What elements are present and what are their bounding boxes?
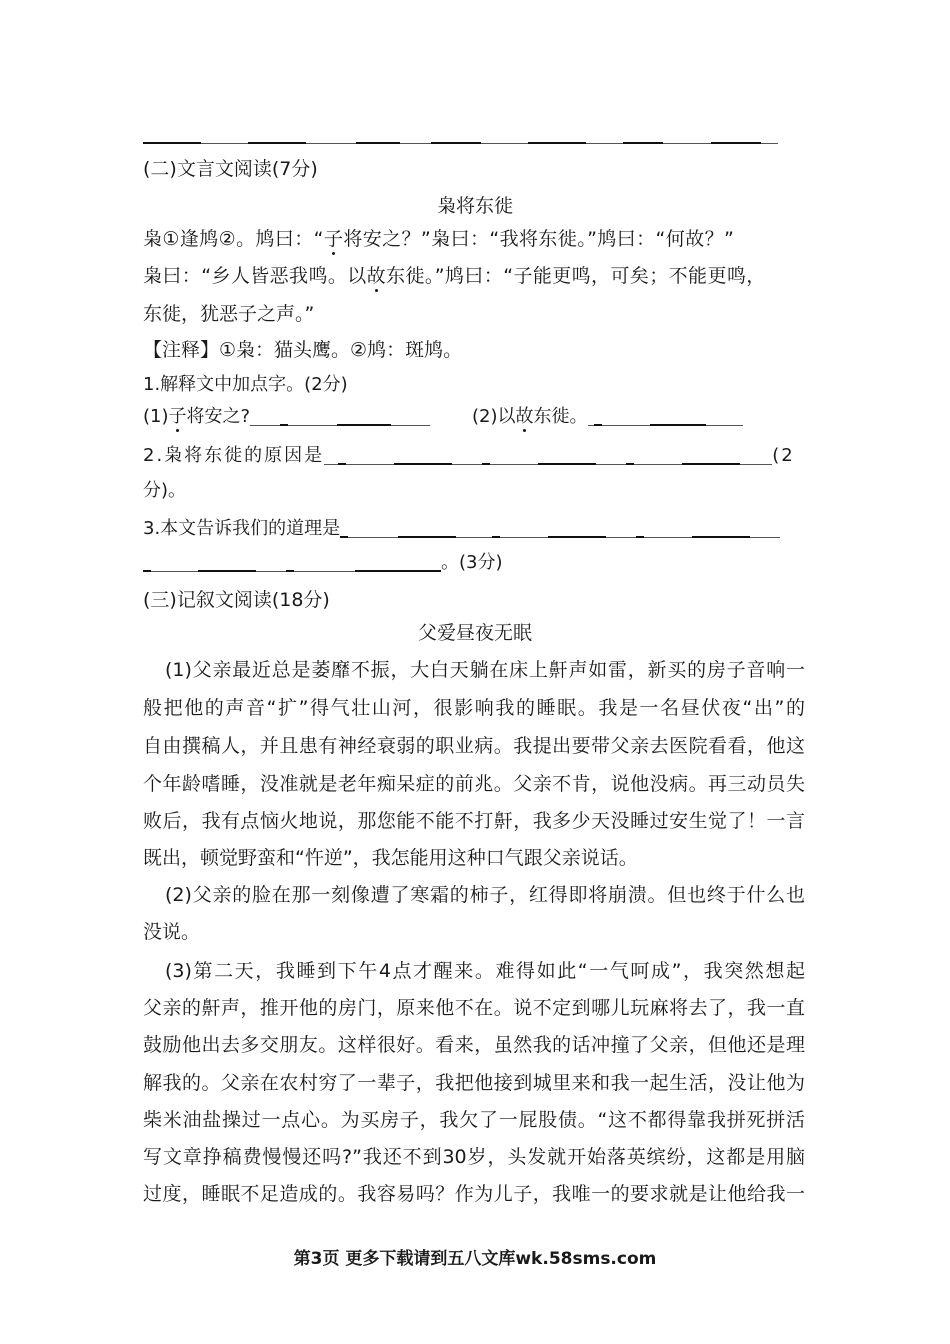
answer-line-top [143,143,778,144]
section2-title: 枭将东徙 [436,195,513,217]
paragraph-line: (3)第二天，我睡到下午4点才醒来。难得如此“一气呵成”，我突然想起 [165,960,805,982]
answer-blank-1b[interactable] [588,409,743,426]
section3-title: 父爱昼夜无眠 [417,622,532,644]
answer-blank-3a[interactable] [340,521,780,538]
paragraph-line: 既出，顿觉野蛮和“忤逆”，我怎能用这种口气跟父亲说话。 [143,847,638,869]
dotted-char: 故 [366,265,387,287]
question-3: 3.本文告诉我们的道理是 [143,520,780,538]
question-1a: (1)子将安之? [143,408,430,426]
paragraph-line: (2)父亲的脸在那一刻像遭了寒霜的柿子，红得即将崩溃。但也终于什么也 [165,884,805,906]
dotted-char: 子 [168,406,187,427]
question-1b: (2)以故东徙。 [472,408,743,426]
paragraph-line: 自由撰稿人，并且患有神经衰弱的职业病。我提出要带父亲去医院看看，他这 [143,735,805,757]
paragraph-line: 过度，睡眠不足造成的。我容易吗？作为儿子，我唯一的要求就是让他给我一 [143,1183,805,1205]
classical-line-1: 枭①逢鸠②。鸠曰：“子将安之？”枭曰：“我将东徙。”鸠曰：“何故？” [143,228,735,250]
paragraph-line: 写文章挣稿费慢慢还吗?”我还不到30岁，头发就开始落英缤纷，这都是用脑 [143,1146,805,1168]
paragraph-line: 解我的。父亲在农村穷了一辈子，我把他接到城里来和我一起生活，没让他为 [143,1072,805,1094]
annotation-note: 【注释】①枭：猫头鹰。②鸠：斑鸠。 [143,339,463,361]
paragraph-line: 败后，我有点恼火地说，那您能不能不打鼾，我多少天没睡过安生觉了！一言 [143,810,805,832]
paragraph-line: 柴米油盐操过一点心。为买房子，我欠了一屁股债。“这不都得靠我拼死拼活 [143,1109,805,1131]
answer-blank-3b[interactable] [143,555,441,572]
classical-line-2: 枭曰：“乡人皆恶我鸣。以故东徙。”鸠曰：“子能更鸣，可矣；不能更鸣， [143,265,766,287]
paragraph-line: 鼓励他出去多交朋友。这样很好。看来，虽然我的话冲撞了父亲，但他还是理 [143,1034,805,1056]
question-2-score: 分)。 [143,480,187,501]
paragraph-line: (1)父亲最近总是萎靡不振，大白天躺在床上鼾声如雷，新买的房子音响一 [165,659,805,681]
question-3-line2: 。(3分) [143,554,503,572]
section3-heading: (三)记叙文阅读(18分) [143,589,330,611]
question-2: 2.枭将东徙的原因是 (2 [143,445,795,466]
question-1: 1.解释文中加点字。(2分) [143,374,348,395]
paragraph-line: 父亲的鼾声，推开他的房门，原来他不在。说不定到哪儿玩麻将去了，我一直 [143,997,805,1019]
paragraph-line: 没说。 [143,921,201,943]
answer-blank-2[interactable] [324,448,772,465]
page-footer: 第3页 更多下载请到五八文库wk.58sms.com [293,1249,657,1269]
dotted-char: 子 [323,228,344,250]
answer-blank-1a[interactable] [250,409,430,426]
paragraph-line: 般把他的声音“扩”得气壮山河，很影响我的睡眠。我是一名昼伏夜“出”的 [143,697,805,719]
dotted-char: 故 [515,406,534,427]
section2-heading: (二)文言文阅读(7分) [143,158,318,180]
classical-line-3: 东徙，犹恶子之声。” [143,303,315,325]
paragraph-line: 个年龄嗜睡，没准就是老年痴呆症的前兆。父亲不肯，说他没病。再三动员失 [143,773,805,795]
